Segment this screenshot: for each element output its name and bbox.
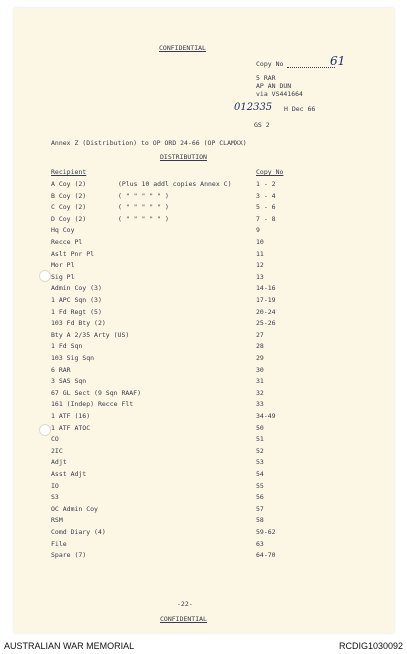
row-copy-numbers: 34-49 bbox=[256, 412, 276, 420]
row-copy-numbers: 31 bbox=[256, 377, 264, 386]
row-recipient: RSM bbox=[51, 516, 63, 525]
row-recipient: Hq Coy bbox=[51, 226, 75, 235]
row-recipient: 67 GL Sect (9 Sqn RAAF) bbox=[51, 388, 142, 397]
row-copy-numbers: 9 bbox=[256, 226, 260, 235]
unit-line-1: 5 RAR bbox=[256, 74, 276, 82]
punch-hole bbox=[39, 424, 51, 436]
row-copy-numbers: 17-19 bbox=[256, 296, 276, 304]
row-recipient: B Coy (2) bbox=[51, 191, 87, 200]
archive-footer bbox=[0, 638, 407, 654]
classification-top: CONFIDENTIAL bbox=[159, 44, 206, 52]
row-copy-numbers: 27 bbox=[256, 330, 264, 339]
row-recipient: 161 (Indep) Recce Flt bbox=[51, 400, 134, 409]
row-recipient: S3 bbox=[51, 493, 59, 502]
row-copy-numbers: 12 bbox=[256, 261, 264, 270]
row-copy-numbers: 10 bbox=[256, 238, 264, 246]
column-header-recipient: Recipient bbox=[51, 168, 87, 176]
row-copy-numbers: 11 bbox=[256, 249, 264, 258]
row-recipient: 3 SAS Sqn bbox=[51, 377, 87, 386]
row-recipient: 1 ATF ATOC bbox=[51, 423, 91, 432]
row-recipient: 6 RAR bbox=[51, 365, 71, 374]
row-copy-numbers: 59-62 bbox=[256, 528, 276, 536]
distribution-heading: DISTRIBUTION bbox=[160, 153, 207, 161]
page-number: -22- bbox=[177, 600, 193, 608]
row-recipient: 1 Fd Sqn bbox=[51, 342, 83, 351]
copy-number-handwritten: 61 bbox=[330, 54, 346, 68]
row-copy-numbers: 56 bbox=[256, 493, 264, 502]
row-recipient: File bbox=[51, 539, 67, 548]
row-recipient: Sig Pl bbox=[51, 272, 75, 281]
row-recipient: Recce Pl bbox=[51, 238, 83, 246]
row-recipient: Asst Adjt bbox=[51, 470, 87, 478]
row-copy-numbers: 55 bbox=[256, 481, 264, 490]
row-copy-numbers: 54 bbox=[256, 470, 264, 478]
row-recipient: OC Admin Coy bbox=[51, 504, 98, 513]
annex-title: Annex Z (Distribution) to OP ORD 24-66 (OP CLAMXX) bbox=[51, 139, 247, 147]
row-recipient: Mor Pl bbox=[51, 261, 75, 270]
unit-line-2: AP AN DUN bbox=[256, 82, 292, 90]
punch-hole bbox=[39, 270, 51, 282]
row-copy-numbers: 53 bbox=[256, 458, 264, 467]
copy-number-line bbox=[287, 60, 335, 68]
row-copy-numbers: 3 - 4 bbox=[256, 191, 276, 200]
row-copy-numbers: 28 bbox=[256, 342, 264, 351]
row-copy-numbers: 14-16 bbox=[256, 284, 276, 293]
row-copy-numbers: 57 bbox=[256, 504, 264, 513]
row-recipient: D Coy (2) bbox=[51, 214, 87, 223]
row-copy-numbers: 33 bbox=[256, 400, 264, 409]
row-recipient: Comd Diary (4) bbox=[51, 528, 106, 536]
row-copy-numbers: 32 bbox=[256, 388, 264, 397]
row-copy-numbers: 7 - 8 bbox=[256, 214, 276, 223]
row-recipient: 2IC bbox=[51, 446, 63, 455]
archive-name: AUSTRALIAN WAR MEMORIAL bbox=[4, 641, 135, 651]
document-page bbox=[14, 8, 394, 633]
row-copy-numbers: 50 bbox=[256, 423, 264, 432]
row-recipient: Admin Coy (3) bbox=[51, 284, 102, 293]
row-copy-numbers: 29 bbox=[256, 354, 264, 362]
row-recipient: Aslt Pnr Pl bbox=[51, 249, 95, 258]
row-copy-numbers: 1 - 2 bbox=[256, 180, 276, 188]
row-copy-numbers: 30 bbox=[256, 365, 264, 374]
classification-bottom: CONFIDENTIAL bbox=[160, 615, 207, 623]
row-recipient: A Coy (2) bbox=[51, 180, 87, 188]
unit-line-3: via VS441664 bbox=[256, 90, 303, 98]
row-note: ( " " " " " ) bbox=[118, 214, 169, 223]
row-recipient: IO bbox=[51, 481, 59, 490]
row-recipient: C Coy (2) bbox=[51, 203, 87, 212]
row-note: ( " " " " " ) bbox=[118, 191, 169, 200]
row-recipient: CO bbox=[51, 435, 59, 444]
page-marker: GS 2 bbox=[254, 121, 270, 129]
reference-number-handwritten: 012335 bbox=[234, 102, 273, 113]
row-copy-numbers: 52 bbox=[256, 446, 264, 455]
copy-label: Copy No bbox=[256, 60, 284, 68]
row-recipient: Adjt bbox=[51, 458, 67, 467]
row-recipient: 103 Fd Bty (2) bbox=[51, 319, 106, 328]
archive-id: RCDIG1030092 bbox=[338, 641, 403, 651]
column-header-copy-no: Copy No bbox=[256, 168, 284, 176]
row-copy-numbers: 64-70 bbox=[256, 551, 276, 560]
row-recipient: Bty A 2/35 Arty (US) bbox=[51, 330, 130, 339]
row-copy-numbers: 58 bbox=[256, 516, 264, 525]
row-recipient: 103 Sig Sqn bbox=[51, 354, 95, 362]
row-note: ( " " " " " ) bbox=[118, 203, 169, 212]
row-recipient: Spare (7) bbox=[51, 551, 87, 560]
row-copy-numbers: 51 bbox=[256, 435, 264, 444]
row-recipient: 1 ATF (16) bbox=[51, 412, 91, 420]
row-copy-numbers: 5 - 6 bbox=[256, 203, 276, 212]
row-copy-numbers: 20-24 bbox=[256, 307, 276, 316]
row-copy-numbers: 25-26 bbox=[256, 319, 276, 328]
row-note: (Plus 10 addl copies Annex C) bbox=[118, 180, 232, 188]
row-recipient: 1 Fd Regt (5) bbox=[51, 307, 102, 316]
row-copy-numbers: 63 bbox=[256, 539, 264, 548]
document-date: H Dec 66 bbox=[284, 105, 316, 113]
row-copy-numbers: 13 bbox=[256, 272, 264, 281]
row-recipient: 1 APC Sqn (3) bbox=[51, 296, 102, 304]
